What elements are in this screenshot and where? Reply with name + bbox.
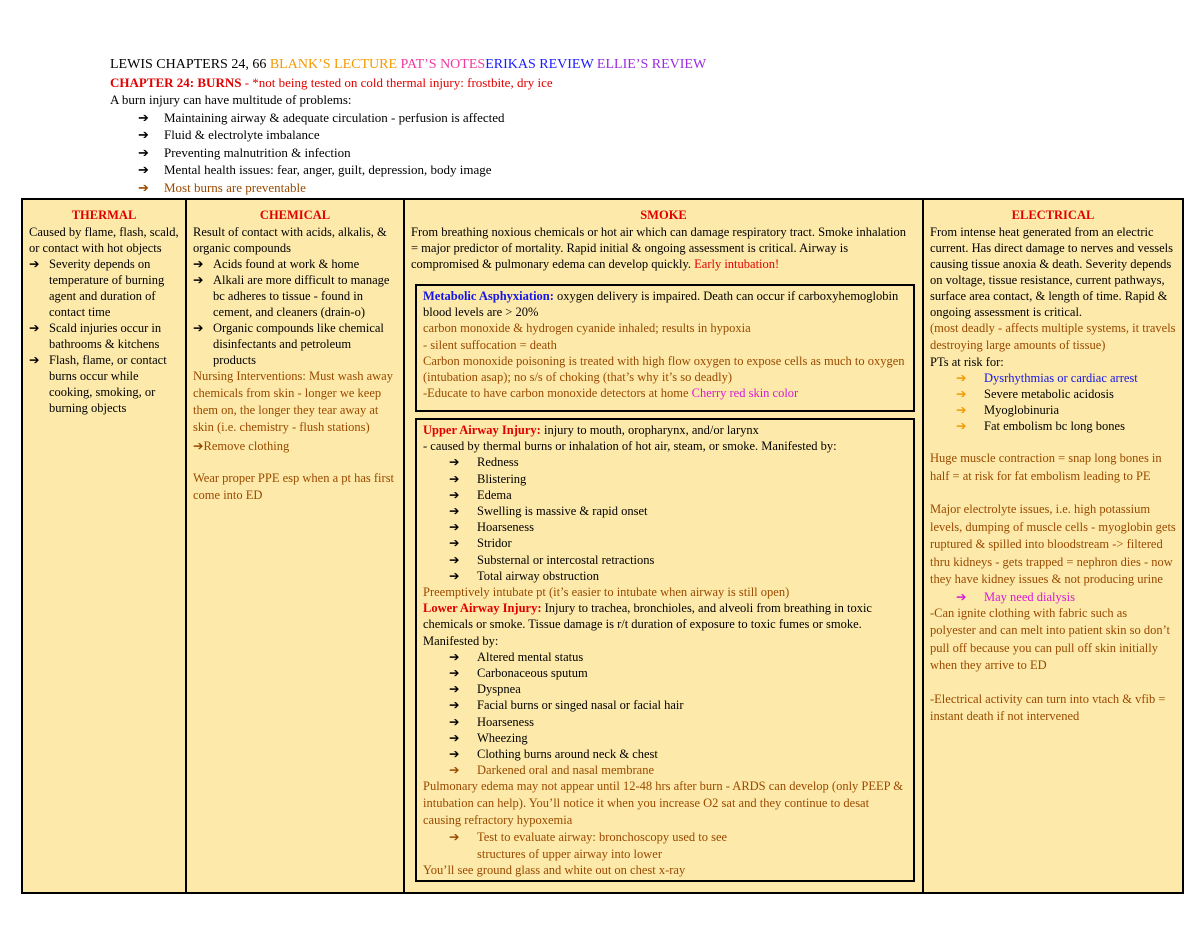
- electrical-column: [922, 198, 1184, 894]
- ppe-note: Wear proper PPE esp when a pt has first come into ED: [193, 471, 395, 502]
- list-item: ➔ May need dialysis: [956, 589, 1075, 604]
- list-item: ➔ Hoarseness: [449, 714, 534, 729]
- list-item: ➔ Dysrhythmias or cardiac arrest: [956, 371, 1138, 385]
- list-item: ➔ Facial burns or singed nasal or facial hair: [449, 698, 684, 713]
- list-item: ➔ Organic compounds like chemical disinfectants and petroleum products: [193, 321, 384, 367]
- list-item: ➔ Wheezing: [449, 730, 528, 745]
- column-title: CHEMICAL: [259, 208, 331, 222]
- early-intubation: Early intubation!: [694, 257, 780, 271]
- legend-blank: BLANK’S LECTURE: [269, 57, 398, 72]
- arrow-icon: ➔: [193, 273, 204, 287]
- arrow-icon: ➔: [449, 455, 460, 470]
- list-item: ➔ Fat embolism bc long bones: [956, 419, 1125, 433]
- list-item: ➔ Flash, flame, or contact burns occur while cooking, smoking, or burning objects: [29, 353, 167, 415]
- list-item: ➔ Blistering: [449, 471, 527, 486]
- list-item: ➔ Scald injuries occur in bathrooms & kitchens: [29, 321, 162, 351]
- vtach-note: -Electrical activity can turn into vtach & vfib = instant death if not intervened: [930, 691, 1166, 723]
- list-item: ➔ Redness: [449, 455, 519, 470]
- pulmonary-edema-note: Pulmonary edema may not appear until 12-48 hrs after burn - ARDS can develop (only PEEP & intubation can help). You’ll notice it when you increase O2 sat and they continue to desat causing refractory hypoxemia: [423, 779, 903, 828]
- chapter-line: [110, 74, 1110, 92]
- cherry-red-note: Cherry red skin color: [691, 386, 799, 401]
- metabolic-asphyxiation-box: Metabolic Asphyxiation: oxygen delivery is impaired. Death can occur if carboxyhemoglobin blood levels are > 20% carbon monoxide & hydrogen cyanide inhaled; results in hypoxia - silent suffocation = death Carbon monoxide poisoning is treated with high flow oxygen to expose cells as much to oxygen (intubation asap); no s/s of choking (that’s why it’s so deadly) -Educate to have carbon monoxide detectors at home Cherry red skin color: [415, 284, 915, 412]
- arrow-icon: ➔: [138, 162, 149, 177]
- list-item: ➔ Altered mental status: [449, 649, 584, 664]
- title-text: LEWIS CHAPTERS 24, 66: [110, 57, 267, 72]
- arrow-icon: ➔: [449, 568, 460, 583]
- intro-line: A burn injury can have multitude of problems:: [110, 92, 352, 107]
- arrow-icon: ➔: [956, 419, 967, 433]
- arrow-icon: ➔: [138, 109, 149, 125]
- list-item: ➔ Severity depends on temperature of burning agent and duration of contact time: [29, 257, 165, 319]
- list-item: ➔ Clothing burns around neck & chest: [449, 747, 658, 762]
- list-item: ➔ Edema: [449, 487, 512, 502]
- problem-item: ➔ Maintaining airway & adequate circulation - perfusion is affected: [138, 109, 505, 125]
- airway-injury-box: Upper Airway Injury: injury to mouth, oropharynx, and/or larynx - caused by thermal burns or inhalation of hot air, steam, or smoke. Manifested by: ➔ Redness ➔ Blistering ➔ Edema ➔ Swelling is massive & rapid onset ➔ Hoarseness ➔ Stridor ➔ Substernal or intercostal retractions ➔ Total airway obstruction Preemptively intubate pt (it’s easier to intubate when airway is still open) Lower Airway Injury: Injury to trachea, bronchioles, and alveoli from breathing in toxic chemicals or smoke. Tissue damage is r/t duration of exposure to toxic fumes or smoke. Manifested by: ➔ Altered mental status ➔ Carbonaceous sputum ➔ Dyspnea ➔ Facial burns or singed nasal or facial hair ➔ Hoarseness ➔ Wheezing ➔ Clothing burns around neck & chest ➔ Darkened oral and nasal membrane Pulmonary edema may not appear until 12-48 hrs after burn - ARDS can develop (only PEEP & intubation can help). You’ll notice it when you increase O2 sat and they continue to desat causing refractory hypoxemia ➔ Test to evaluate airway: bronchoscopy used to see structures of upper airway into lower You’ll see ground glass and white out on chest x-ray: [415, 418, 915, 882]
- electrolyte-note: Major electrolyte issues, i.e. high potassium levels, dumping of muscle cells - myoglobin gets ruptured & spilled into bloodstream -> filtered thru kidneys - gets trapped = nephron dies - now they have kidney issues & not producing urine: [930, 502, 1176, 586]
- preempt-note: Preemptively intubate pt (it’s easier to intubate when airway is still open): [423, 585, 790, 600]
- arrow-icon: ➔: [449, 504, 460, 519]
- list-item: ➔ Alkali are more difficult to manage bc adheres to tissue - found in cement, and cleaners (drain-o): [193, 273, 390, 319]
- arrow-icon: ➔: [29, 257, 40, 271]
- arrow-icon: ➔: [956, 371, 967, 385]
- problem-item: ➔ Most burns are preventable: [138, 179, 306, 195]
- list-item: ➔ Carbonaceous sputum: [449, 666, 588, 681]
- xray-note: You’ll see ground glass and white out on chest x-ray: [423, 862, 686, 877]
- chemical-column: [185, 198, 405, 894]
- ignite-note: -Can ignite clothing with fabric such as polyester and can melt into patient skin so don’t pull off because you can pull off skin initially when they arrive to ED: [930, 605, 1171, 672]
- legend-pat: PAT’S NOTES: [400, 57, 486, 72]
- arrow-icon: ➔: [138, 144, 149, 160]
- legend-erika: ERIKAS REVIEW: [485, 57, 594, 72]
- arrow-icon: ➔: [449, 682, 460, 697]
- list-item: ➔ Myoglobinuria: [956, 403, 1059, 417]
- list-item: ➔ Stridor: [449, 536, 512, 551]
- arrow-icon: ➔: [449, 747, 460, 762]
- document-header: [110, 56, 1110, 196]
- arrow-icon: ➔: [449, 714, 460, 729]
- chapter-heading: CHAPTER 24: BURNS: [110, 74, 242, 90]
- arrow-icon: ➔: [138, 127, 149, 142]
- arrow-icon: ➔: [449, 487, 460, 502]
- list-item: ➔ Hoarseness: [449, 520, 534, 535]
- arrow-icon: ➔: [29, 321, 40, 335]
- arrow-icon: ➔: [138, 179, 149, 195]
- nursing-interventions: Nursing Interventions: Must wash away chemicals from skin - longer we keep them on, the longer they tear away at skin (i.e. chemistry - flush stations): [193, 369, 393, 434]
- problem-item: ➔ Mental health issues: fear, anger, guilt, depression, body image: [138, 162, 492, 177]
- list-item: ➔ Substernal or intercostal retractions: [449, 552, 655, 567]
- arrow-icon: ➔: [449, 520, 460, 535]
- problem-item: ➔ Fluid & electrolyte imbalance: [138, 127, 320, 142]
- thermal-intro: Caused by flame, flash, scald, or contact with hot objects: [29, 225, 179, 255]
- arrow-icon: ➔: [956, 589, 967, 604]
- box-title: Upper Airway Injury:: [423, 423, 541, 437]
- arrow-icon: ➔: [449, 763, 460, 778]
- list-item: ➔ Test to evaluate airway: bronchoscopy used to see: [449, 830, 728, 845]
- box-title: Metabolic Asphyxiation:: [423, 289, 554, 303]
- column-title: SMOKE: [640, 208, 687, 222]
- arrow-icon: ➔: [449, 698, 460, 713]
- muscle-contraction-note: Huge muscle contraction = snap long bones in half = at risk for fat embolism leading to PE: [930, 451, 1162, 483]
- box-title: Lower Airway Injury:: [423, 601, 542, 616]
- arrow-icon: ➔: [449, 536, 460, 551]
- column-title: THERMAL: [71, 208, 137, 222]
- arrow-icon: ➔: [449, 471, 460, 486]
- arrow-icon: ➔: [193, 257, 204, 271]
- arrow-icon: ➔: [449, 830, 460, 845]
- column-title: ELECTRICAL: [1011, 208, 1095, 222]
- list-item: ➔ Swelling is massive & rapid onset: [449, 504, 648, 519]
- smoke-intro: From breathing noxious chemicals or hot air which can damage respiratory tract. Smoke inhalation = major predictor of mortality. Rapid initial & ongoing assessment is critical. Airway is compromised & pulmonary edema can develop quickly. Early intubation!: [411, 225, 906, 271]
- chapter-note: - *not being tested on cold thermal injury: frostbite, dry ice: [241, 74, 553, 90]
- electrical-intro: From intense heat generated from an electric current. Has direct damage to nerves and vessels causing tissue anoxia & death. Severity depends on voltage, tissue resistance, current pathways, surface area contact, & length of time. Rapid & ongoing assessment is critical.: [930, 225, 1173, 319]
- arrow-icon: ➔: [449, 552, 460, 567]
- smoke-column: [403, 198, 924, 894]
- most-deadly-note: (most deadly - affects multiple systems, it travels destroying large amounts of tissue): [930, 321, 1176, 352]
- title-line: [110, 56, 1110, 74]
- list-item: ➔ Darkened oral and nasal membrane: [449, 763, 655, 778]
- arrow-icon: ➔: [449, 649, 460, 664]
- arrow-icon: ➔: [956, 387, 967, 401]
- chemical-intro: Result of contact with acids, alkalis, & organic compounds: [193, 225, 387, 255]
- arrow-icon: ➔: [956, 403, 967, 417]
- list-item: ➔ Total airway obstruction: [449, 568, 600, 583]
- list-item: ➔ Dyspnea: [449, 682, 521, 697]
- legend-ellie: ELLIE’S REVIEW: [596, 57, 707, 72]
- risk-heading: PTs at risk for:: [930, 355, 1004, 369]
- thermal-column: [21, 198, 187, 894]
- arrow-icon: ➔: [29, 353, 40, 367]
- arrow-icon: ➔: [449, 730, 460, 745]
- arrow-icon: ➔: [193, 321, 204, 335]
- list-item: ➔ Acids found at work & home: [193, 257, 360, 271]
- arrow-icon: ➔: [193, 439, 204, 453]
- problem-item: ➔ Preventing malnutrition & infection: [138, 144, 351, 160]
- arrow-icon: ➔: [449, 666, 460, 681]
- list-item: ➔ Severe metabolic acidosis: [956, 387, 1114, 401]
- remove-clothing: ➔Remove clothing: [193, 439, 290, 453]
